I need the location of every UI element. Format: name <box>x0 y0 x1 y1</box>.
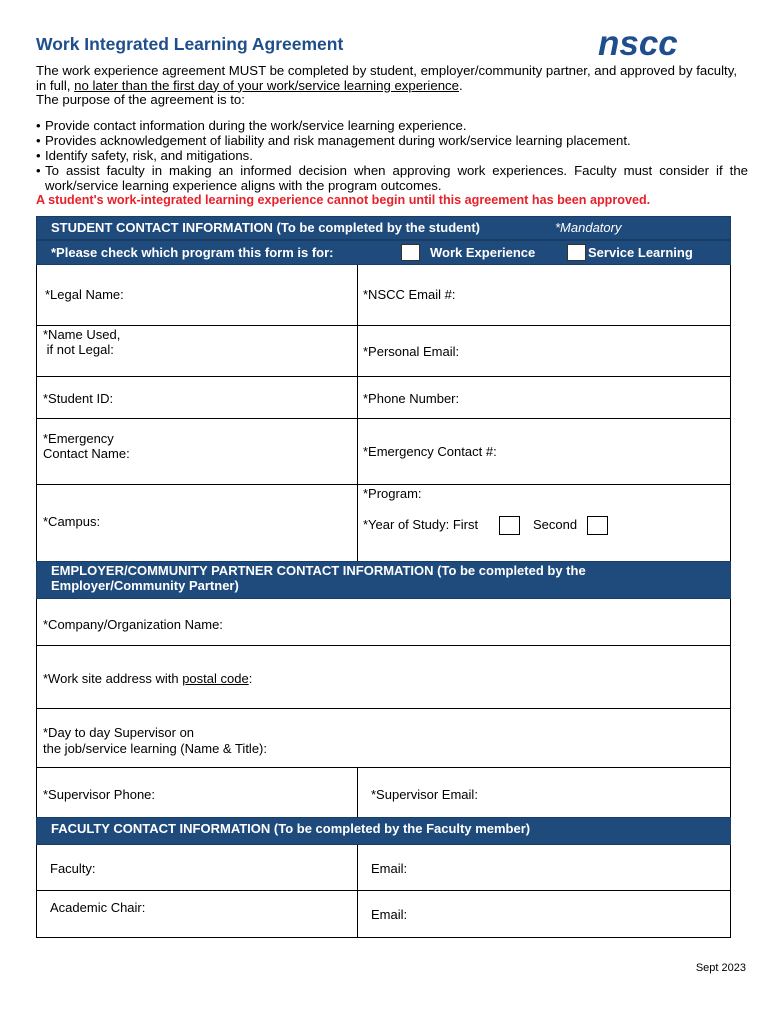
name-used-field[interactable] <box>43 327 120 357</box>
table-row <box>37 891 730 937</box>
faculty-field[interactable]: Faculty: <box>50 861 96 876</box>
emergency-contact-name-field[interactable] <box>43 431 130 461</box>
emergency-contact-number-field[interactable]: *Emergency Contact #: <box>363 444 497 459</box>
chair-email-field[interactable]: Email: <box>371 907 408 922</box>
faculty-info-table <box>36 845 731 938</box>
employer-title-line-2: Employer/Community Partner) <box>51 578 239 593</box>
list-item: • To assist faculty in making an informed decision when approving work experiences. Faculty must consider if the work/service learning experience aligns with the program outcomes. <box>36 163 748 193</box>
student-section-title: STUDENT CONTACT INFORMATION (To be completed by the student) <box>51 220 480 235</box>
supervisor-email-field[interactable]: *Supervisor Email: <box>371 787 478 802</box>
table-row <box>37 599 730 646</box>
table-row <box>37 419 730 485</box>
mandatory-note: *Mandatory <box>555 220 622 235</box>
year-first-checkbox[interactable] <box>499 516 520 535</box>
intro-line: The work experience agreement MUST be completed by student, employer/community partner, and approved by faculty, in full, <box>36 63 738 93</box>
employer-info-table <box>36 599 731 817</box>
list-item: • Identify safety, risk, and mitigations. <box>36 148 748 163</box>
work-experience-checkbox[interactable] <box>401 244 420 261</box>
address-label-end: : <box>248 671 253 686</box>
campus-field[interactable]: *Campus: <box>43 514 101 529</box>
company-name-field[interactable]: *Company/Organization Name: <box>43 617 223 632</box>
table-row <box>37 646 730 709</box>
table-row <box>37 265 730 326</box>
employer-section-header <box>36 561 731 599</box>
table-row <box>37 768 730 817</box>
approval-warning: A student's work-integrated learning experience cannot begin until this agreement has been approved. <box>36 193 651 207</box>
supervisor-phone-field[interactable]: *Supervisor Phone: <box>43 787 156 802</box>
year-of-study-label: *Year of Study: First <box>363 517 479 532</box>
intro-purpose: The purpose of the agreement is to: <box>36 92 245 107</box>
employer-section-title <box>51 563 586 593</box>
purpose-list <box>36 118 748 193</box>
table-row <box>37 709 730 768</box>
program-field[interactable]: *Program: <box>363 486 422 501</box>
nscc-email-field[interactable]: *NSCC Email #: <box>363 287 456 302</box>
work-experience-label: Work Experience <box>430 245 536 260</box>
program-prompt: *Please check which program this form is for: <box>51 245 334 260</box>
work-site-address-field[interactable] <box>43 671 252 686</box>
faculty-section-header <box>36 817 731 845</box>
year-second-label: Second <box>533 517 578 532</box>
faculty-section-title: FACULTY CONTACT INFORMATION (To be completed by the Faculty member) <box>51 821 531 836</box>
phone-number-field[interactable]: *Phone Number: <box>363 391 460 406</box>
employer-title-line-1: EMPLOYER/COMMUNITY PARTNER CONTACT INFORMATION (To be completed by the <box>51 563 586 578</box>
name-used-line-1: *Name Used, <box>43 327 121 342</box>
nscc-logo: nscc <box>598 24 678 63</box>
academic-chair-field[interactable]: Academic Chair: <box>50 900 146 915</box>
emergency-line-1: *Emergency <box>43 431 114 446</box>
legal-name-field[interactable]: *Legal Name: <box>45 287 124 302</box>
intro-text <box>36 64 748 108</box>
list-item: • Provides acknowledgement of liability and risk management during work/service learning placement. <box>36 133 748 148</box>
table-row <box>37 326 730 377</box>
supervisor-line-2: the job/service learning (Name & Title): <box>43 741 267 756</box>
intro-deadline: no later than the first day of your work/service learning experience <box>74 77 459 93</box>
list-item: • Provide contact information during the work/service learning experience. <box>36 118 748 133</box>
service-learning-label: Service Learning <box>588 245 693 260</box>
emergency-line-2: Contact Name: <box>43 446 130 461</box>
program-select-bar <box>36 240 731 265</box>
year-second-checkbox[interactable] <box>587 516 608 535</box>
revision-date: Sept 2023 <box>695 962 746 974</box>
supervisor-name-field[interactable] <box>43 725 267 757</box>
postal-code-label: postal code <box>182 671 249 686</box>
table-row <box>37 845 730 891</box>
supervisor-line-1: *Day to day Supervisor on <box>43 725 195 740</box>
intro-line-end: . <box>458 77 463 93</box>
student-info-table <box>36 265 731 561</box>
student-section-header <box>36 216 731 240</box>
faculty-email-field[interactable]: Email: <box>371 861 408 876</box>
student-id-field[interactable]: *Student ID: <box>43 391 114 406</box>
table-row <box>37 485 730 561</box>
personal-email-field[interactable]: *Personal Email: <box>363 344 460 359</box>
page-title: Work Integrated Learning Agreement <box>36 34 344 54</box>
name-used-line-2: if not Legal: <box>46 342 114 357</box>
address-label: *Work site address with <box>43 671 183 686</box>
service-learning-checkbox[interactable] <box>567 244 586 261</box>
table-row <box>37 377 730 419</box>
